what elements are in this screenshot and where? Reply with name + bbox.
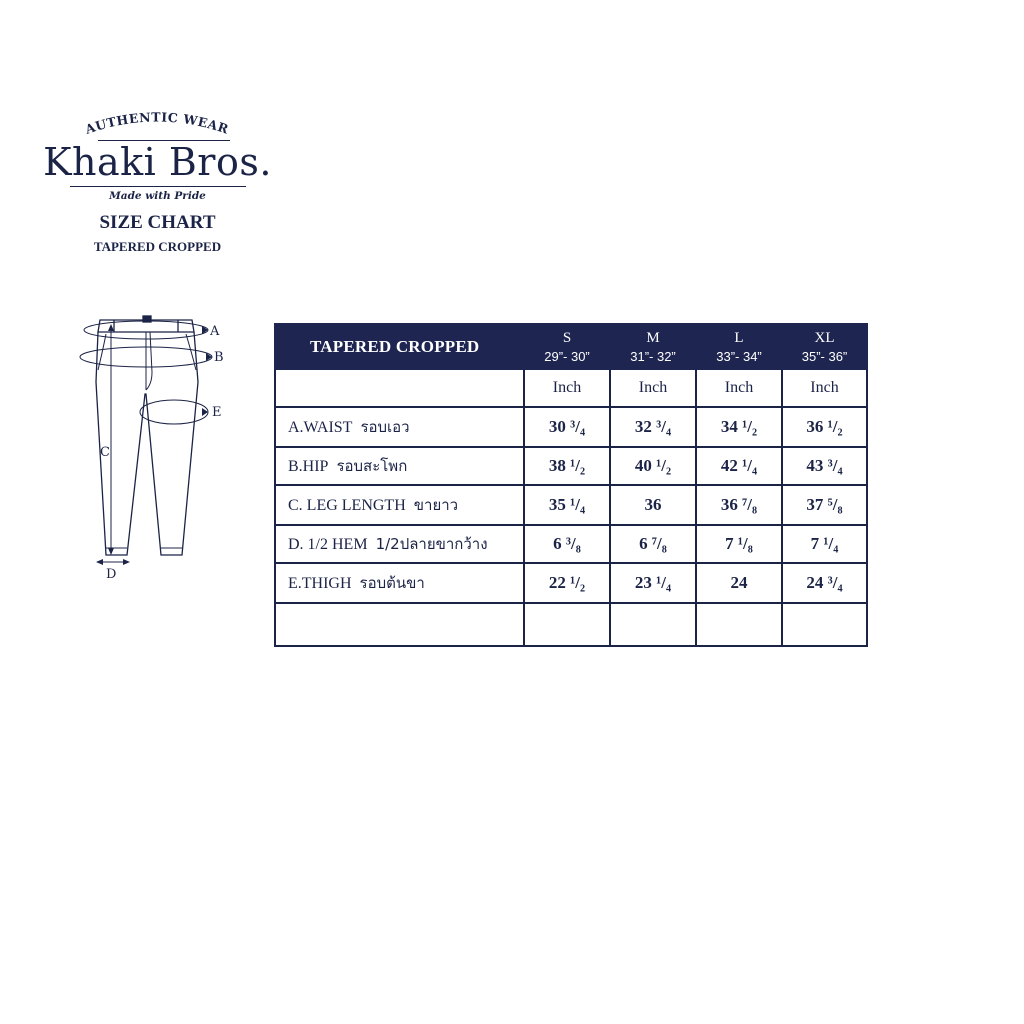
empty-row	[275, 603, 867, 646]
row-label-en: E.THIGH	[288, 575, 352, 592]
unit-cell: Inch	[782, 369, 867, 407]
table-row	[275, 447, 867, 485]
row-label	[275, 447, 524, 485]
size-label: XL	[814, 330, 835, 346]
brand-logo	[40, 100, 275, 260]
row-label	[275, 563, 524, 603]
empty-cell	[275, 369, 524, 407]
chart-title: SIZE CHART	[99, 212, 216, 233]
chart-subtitle: TAPERED CROPPED	[93, 239, 222, 254]
value-cell: 22 ¹/₂	[524, 563, 610, 603]
thigh-guide	[140, 400, 208, 424]
row-label	[275, 485, 524, 525]
value-cell: 7 ¹/₈	[696, 525, 782, 563]
size-table	[274, 323, 868, 647]
brand-slogan: Made with Pride	[109, 190, 206, 202]
row-label-th: รอบเอว	[360, 418, 410, 436]
empty-cell	[696, 603, 782, 646]
svg-text:AUTHENTIC WEAR	[82, 109, 231, 137]
row-label-th: ขายาว	[413, 496, 459, 514]
table-row	[275, 485, 867, 525]
unit-cell: Inch	[610, 369, 696, 407]
label-b: B	[214, 350, 224, 365]
unit-row	[275, 369, 867, 407]
value-cell: 38 ¹/₂	[524, 447, 610, 485]
row-label-th: รอบสะโพก	[336, 457, 408, 475]
table-row	[275, 563, 867, 603]
row-label-th: 1/2ปลายขากว้าง	[375, 535, 488, 553]
size-header-xl	[782, 324, 867, 369]
value-cell: 6 ⁷/₈	[610, 525, 696, 563]
size-range: 35”- 36”	[801, 349, 848, 364]
size-range: 29”- 30”	[544, 349, 590, 364]
size-header-s	[524, 324, 610, 369]
size-range: 33”- 34”	[716, 349, 762, 364]
value-cell: 7 ¹/₄	[782, 525, 867, 563]
value-cell: 34 ¹/₂	[696, 407, 782, 447]
label-a: A	[210, 324, 220, 339]
value-cell: 30 ³/₄	[524, 407, 610, 447]
value-cell: 36	[610, 485, 696, 525]
value-cell: 40 ¹/₂	[610, 447, 696, 485]
row-label	[275, 525, 524, 563]
row-label-en: C. LEG LENGTH	[288, 497, 406, 514]
value-cell: 42 ¹/₄	[696, 447, 782, 485]
empty-cell	[524, 603, 610, 646]
row-label	[275, 407, 524, 447]
value-cell: 23 ¹/₄	[610, 563, 696, 603]
table-header-row	[275, 324, 867, 369]
value-cell: 36 ¹/₂	[782, 407, 867, 447]
size-range: 31”- 32”	[630, 349, 676, 364]
unit-cell: Inch	[524, 369, 610, 407]
unit-cell: Inch	[696, 369, 782, 407]
empty-cell	[782, 603, 867, 646]
brand-name: Khaki Bros.	[43, 140, 272, 184]
table-title: TAPERED CROPPED	[275, 324, 524, 369]
tagline-text: AUTHENTIC WEAR	[83, 109, 231, 137]
value-cell: 43 ³/₄	[782, 447, 867, 485]
value-cell: 32 ³/₄	[610, 407, 696, 447]
row-label-th: รอบต้นขา	[359, 574, 425, 592]
size-header-l	[696, 324, 782, 369]
row-label-en: D. 1/2 HEM	[288, 536, 368, 553]
logo-rule-bottom	[70, 186, 246, 187]
table-row	[275, 525, 867, 563]
label-d: D	[106, 567, 117, 582]
value-cell: 37 ⁵/₈	[782, 485, 867, 525]
row-label-en: B.HIP	[288, 458, 329, 475]
value-cell: 6 ³/₈	[524, 525, 610, 563]
empty-cell	[610, 603, 696, 646]
value-cell: 24 ³/₄	[782, 563, 867, 603]
size-label: S	[562, 330, 572, 346]
label-c: C	[100, 445, 110, 460]
pants-diagram	[66, 312, 236, 587]
label-e: E	[212, 405, 222, 420]
value-cell: 35 ¹/₄	[524, 485, 610, 525]
value-cell: 36 ⁷/₈	[696, 485, 782, 525]
tagline-arc	[40, 100, 275, 140]
table-row	[275, 407, 867, 447]
empty-cell	[275, 603, 524, 646]
row-label-en: A.WAIST	[288, 419, 353, 436]
size-label: L	[734, 330, 744, 346]
value-cell: 24	[696, 563, 782, 603]
size-header-m	[610, 324, 696, 369]
size-label: M	[646, 330, 660, 346]
